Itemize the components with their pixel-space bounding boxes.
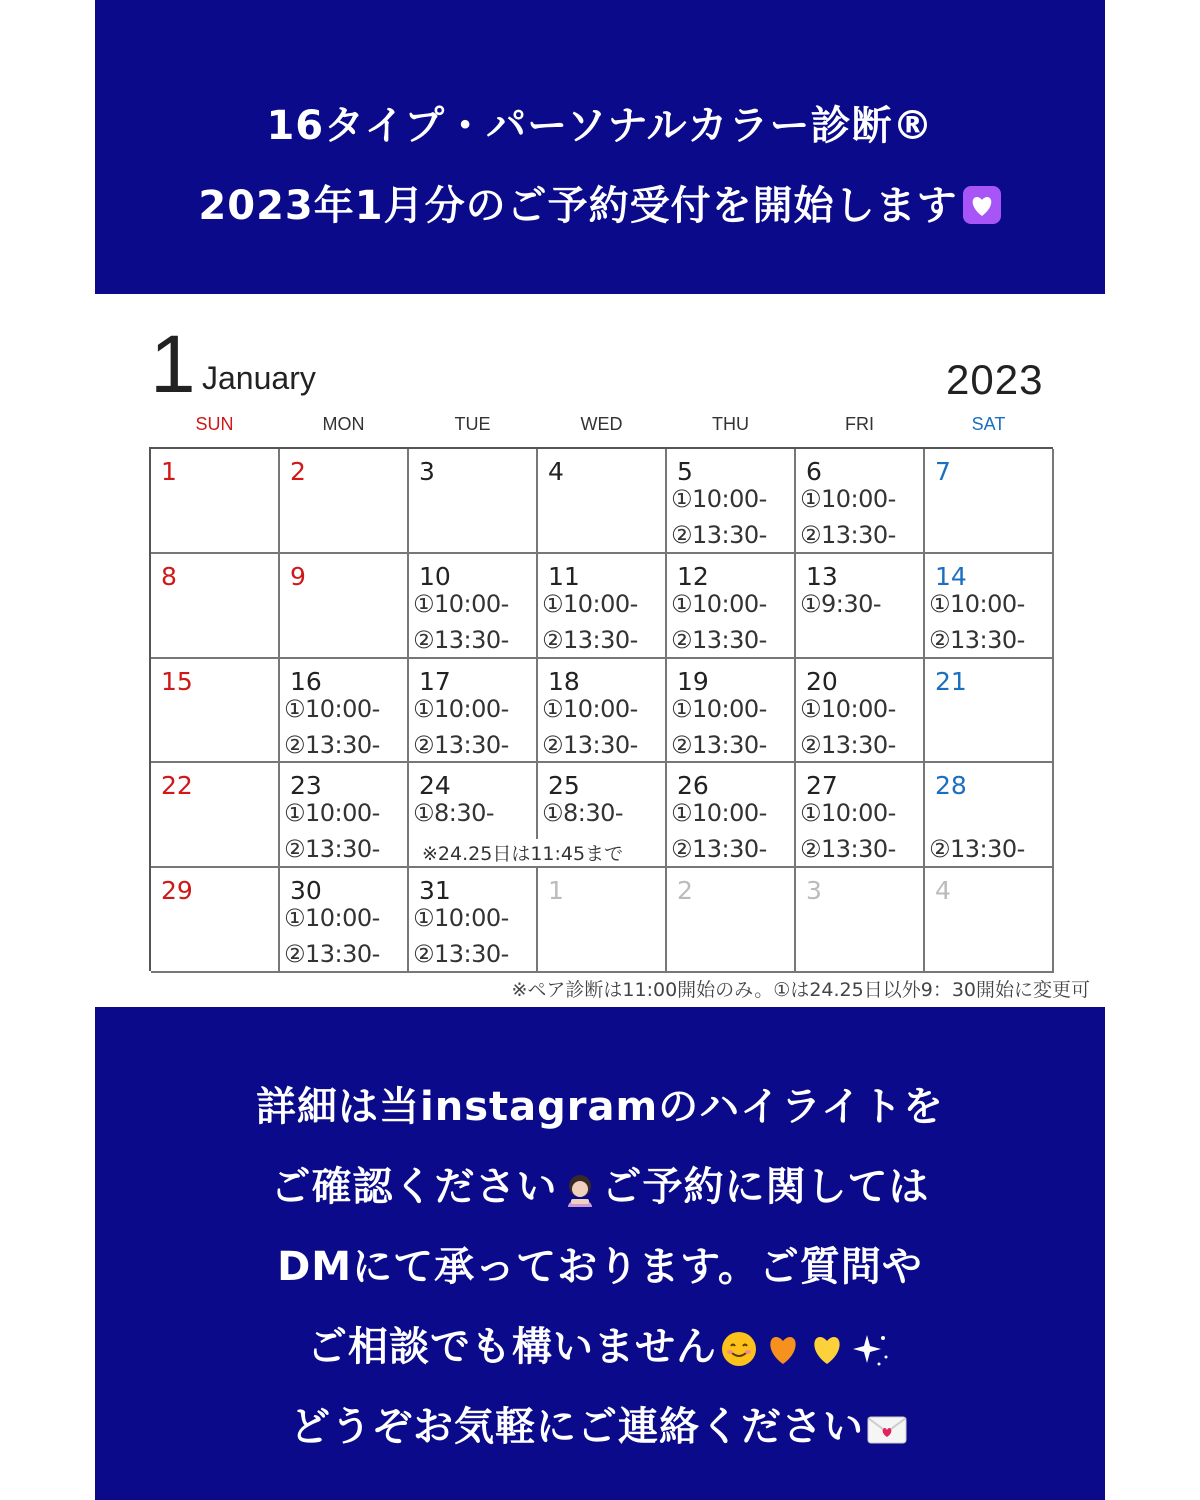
calendar-slot-1: ①9:30- [800,589,882,618]
calendar-day-number: 15 [161,666,193,696]
footer-line5 [95,1387,1105,1467]
calendar-day-number: 11 [548,561,580,591]
calendar-slot-1: ①10:00- [671,589,767,618]
calendar-day-cell [409,659,538,764]
calendar-day-cell [538,554,667,659]
calendar-month-name: January [202,360,316,396]
calendar-day-number: 22 [161,771,193,801]
calendar-day-cell [796,763,925,868]
weekday-sun: SUN [195,414,234,434]
calendar-day-number: 16 [290,666,322,696]
calendar-day-number: 4 [935,876,951,906]
calendar-day-cell [667,554,796,659]
calendar-slot-2: ②13:30- [800,521,896,549]
calendar-slot-2: ②13:30- [800,835,896,864]
calendar-slot-2: ②13:30- [671,730,767,759]
calendar-day-cell [667,868,796,973]
weekday-wed: WED [580,414,623,434]
calendar-day-number: 2 [290,457,306,486]
calendar-day-cell [151,868,280,973]
calendar-slot-1: ①8:30- [413,799,495,828]
footer-line3: DMにて承っております。ご質問や [277,1244,923,1290]
calendar-slot-1: ①10:00- [671,485,767,513]
calendar-day-cell [925,554,1054,659]
calendar-day-number: 27 [806,771,838,801]
header-title-line2 [95,166,1105,246]
calendar-day-cell [925,868,1054,973]
calendar-slot-1: ①10:00- [542,589,638,618]
calendar-note-24-25: ※24.25日は11:45まで [420,839,625,866]
calendar-slot-2: ②13:30- [671,835,767,864]
calendar-day-number: 20 [806,666,838,696]
footer-line2b: ご予約に関しては [601,1164,930,1210]
footer-line4 [95,1307,1105,1387]
calendar-day-number: 21 [935,666,967,696]
calendar-day-number: 29 [161,876,193,906]
header-banner [95,0,1105,294]
calendar-day-cell [409,868,538,973]
bowing-person-icon [560,1169,600,1209]
calendar-slot-2: ②13:30- [929,625,1025,654]
calendar-day-cell [925,659,1054,764]
love-letter-icon [866,1409,908,1449]
footer-line2 [95,1147,1105,1227]
calendar-day-number: 3 [806,876,822,906]
calendar-day-number: 25 [548,771,580,801]
footer-line1: 詳細は当instagramのハイライトを [256,1084,944,1130]
calendar-slot-1: ①10:00- [800,485,896,513]
calendar-day-cell [796,868,925,973]
weekday-sat: SAT [971,414,1006,434]
calendar-slot-2: ②13:30- [284,940,380,969]
calendar-slot-1: ①10:00- [671,799,767,828]
heart-icon [962,185,1002,225]
calendar-day-cell [151,449,280,554]
calendar-day-cell [151,554,280,659]
sparkles-icon [851,1329,891,1369]
calendar-day-cell [667,659,796,764]
calendar-day-cell [409,554,538,659]
calendar-slot-1: ①10:00- [800,694,896,723]
footer-line2a: ご確認ください [270,1164,558,1210]
calendar-slot-1: ①10:00- [284,694,380,723]
weekday-thu: THU [712,414,749,434]
calendar-day-cell [796,449,925,554]
calendar-day-number: 14 [935,561,967,591]
calendar-slot-1: ①8:30- [542,799,624,828]
calendar-slot-2: ②13:30- [413,730,509,759]
calendar-day-cell [796,554,925,659]
footer-line4-text: ご相談でも構いません [307,1324,717,1370]
calendar-day-cell [925,763,1054,868]
calendar-footnote: ※ペア診断は11:00開始のみ。①は24.25日以外9：30開始に変更可 [511,979,1090,1001]
calendar-slot-2: ②13:30- [800,730,896,759]
calendar-day-cell [280,554,409,659]
calendar-day-cell [796,659,925,764]
calendar-slot-2: ②13:30- [413,940,509,969]
weekday-tue: TUE [454,414,491,434]
calendar-slot-1: ①10:00- [929,589,1025,618]
calendar-day-cell [538,449,667,554]
calendar-slot-1: ①10:00- [671,694,767,723]
calendar-day-cell [151,763,280,868]
calendar-day-number: 6 [806,457,822,486]
header-title-line2-text: 2023年1月分のご予約受付を開始します [198,183,958,229]
calendar-day-number: 3 [419,457,435,486]
calendar-day-number: 10 [419,561,451,591]
calendar-slot-2: ②13:30- [671,625,767,654]
calendar-day-cell [280,659,409,764]
footer-banner [95,1007,1105,1500]
calendar-day-cell [280,449,409,554]
calendar-day-number: 24 [419,771,451,801]
weekday-fri: FRI [845,414,874,434]
calendar-day-number: 13 [806,561,838,591]
calendar-day-number: 4 [548,457,564,486]
calendar-slot-2: ②13:30- [284,730,380,759]
calendar-slot-1: ①10:00- [413,904,509,933]
calendar-day-number: 30 [290,876,322,906]
calendar-slot-2: ②13:30- [671,521,767,549]
calendar-day-number: 31 [419,876,451,906]
calendar-slot-1: ①10:00- [284,799,380,828]
calendar-slot-2: ②13:30- [284,835,380,864]
footer-line5-text: どうぞお気軽にご連絡ください [290,1404,864,1450]
calendar-day-number: 12 [677,561,709,591]
calendar-slot-1: ①10:00- [284,904,380,933]
calendar-day-number: 19 [677,666,709,696]
calendar-slot-2: ②13:30- [542,730,638,759]
calendar-day-cell [667,449,796,554]
calendar-month-number: 1 [150,319,196,410]
calendar-day-number: 17 [419,666,451,696]
weekday-mon: MON [322,414,365,434]
calendar-day-cell [538,868,667,973]
calendar-day-number: 23 [290,771,322,801]
calendar-grid [149,447,1053,971]
orange-heart-icon [763,1329,803,1369]
calendar-day-cell [280,763,409,868]
calendar-year: 2023 [946,356,1044,403]
smiling-face-icon [719,1329,759,1369]
calendar-slot-2: ②13:30- [542,625,638,654]
calendar-day-number: 26 [677,771,709,801]
calendar-day-cell [925,449,1054,554]
calendar-day-number: 7 [935,457,951,486]
header-title-line1: 16タイプ・パーソナルカラー診断® [266,103,934,149]
calendar-day-number: 1 [161,457,177,486]
calendar-day-number: 8 [161,561,177,591]
calendar-day-number: 28 [935,771,967,801]
calendar-day-cell [667,763,796,868]
calendar-day-number: 18 [548,666,580,696]
calendar-slot-1: ①10:00- [800,799,896,828]
calendar-day-cell [409,449,538,554]
calendar-day-number: 5 [677,457,693,486]
yellow-heart-icon [807,1329,847,1369]
calendar-slot-1: ①10:00- [413,589,509,618]
calendar-slot-2: ②13:30- [929,835,1025,864]
calendar-day-cell [280,868,409,973]
calendar-day-number: 9 [290,561,306,591]
calendar-slot-1: ①10:00- [413,694,509,723]
calendar-slot-2: ②13:30- [413,625,509,654]
calendar-slot-1: ①10:00- [542,694,638,723]
calendar-day-number: 2 [677,876,693,906]
calendar-day-cell [538,659,667,764]
weekday-header [150,414,1053,440]
calendar-day-cell [151,659,280,764]
calendar-day-number: 1 [548,876,564,906]
